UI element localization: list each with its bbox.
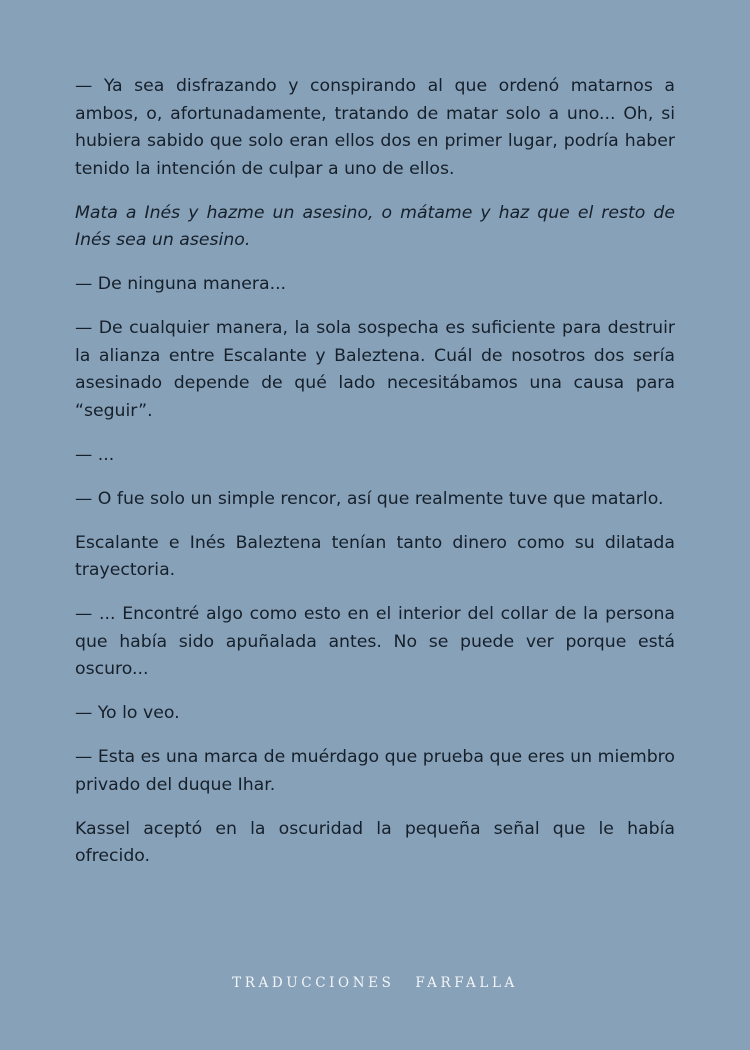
paragraph-1: — Ya sea disfrazando y conspirando al que ordenó matarnos a ambos, o, afortunadamente, tratando de matar solo a uno... Oh, si hubiera sabido que solo eran ellos dos en primer lugar, podría haber tenido la intención de culpar a uno de ellos. bbox=[75, 76, 675, 179]
page-body-text bbox=[75, 73, 675, 887]
paragraph-11: Kassel aceptó en la oscuridad la pequeña señal que le había ofrecido. bbox=[75, 818, 675, 866]
paragraph-5: — ... bbox=[75, 444, 115, 465]
paragraph-3: — De ninguna manera... bbox=[75, 274, 287, 294]
paragraph-4: — De cualquier manera, la sola sospecha es suficiente para destruir la alianza entre Escalante y Baleztena. Cuál de nosotros dos sería asesinado depende de qué lado necesitábamos una causa para “seguir”. bbox=[75, 318, 675, 421]
paragraph-6: — O fue solo un simple rencor, así que realmente tuve que matarlo. bbox=[75, 488, 664, 509]
paragraph-7: Escalante e Inés Baleztena tenían tanto dinero como su dilatada trayectoria. bbox=[75, 532, 675, 580]
paragraph-9: — Yo lo veo. bbox=[75, 703, 180, 723]
translator-credit-footer: TRADUCCIONES FARFALLA bbox=[232, 975, 518, 991]
paragraph-2-italic-thought: Mata a Inés y hazme un asesino, o mátame y haz que el resto de Inés sea un asesino. bbox=[75, 202, 675, 250]
paragraph-10: — Esta es una marca de muérdago que prueba que eres un miembro privado del duque Ihar. bbox=[75, 747, 675, 795]
paragraph-8: — ... Encontré algo como esto en el interior del collar de la persona que había sido apuñalada antes. No se puede ver porque está oscuro... bbox=[75, 604, 675, 679]
